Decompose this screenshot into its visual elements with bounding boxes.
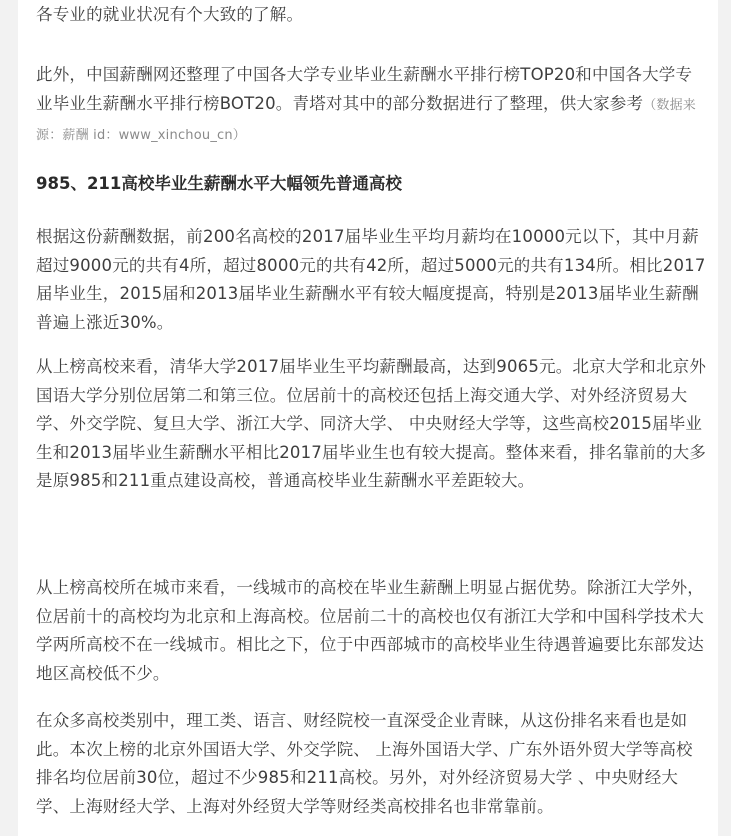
paragraph-rankings [36,61,708,151]
section-heading: 985、211高校毕业生薪酬水平大幅领先普通高校 [36,174,402,193]
paragraph-salary-data: 根据这份薪酬数据，前200名高校的2017届毕业生平均月薪均在10000元以下，其中月薪超过9000元的共有4所，超过8000元的共有42所，超过5000元的共有134所。相比2017届毕业生，2015届和2013届毕业生薪酬水平有较大幅度提高，特别是2013届毕业生薪酬普遍上涨近30%。 [36,227,706,332]
paragraph-top-universities: 从上榜高校来看，清华大学2017届毕业生平均薪酬最高，达到9065元。北京大学和北京外国语大学分别位居第二和第三位。位居前十的高校还包括上海交通大学、对外经济贸易大学、外交学院、复旦大学、浙江大学、同济大学、 中央财经大学等，这些高校2015届毕业生和2013届毕业生薪酬水平相比2017届毕业生也有较大提高。整体来看，排名靠前的大多是原985和211重点建设高校，普通高校毕业生薪酬水平差距较大。 [36,357,707,490]
paragraph-intro-end: 各专业的就业状况有个大致的了解。 [36,5,304,24]
paragraph-rankings-text: 此外，中国薪酬网还整理了中国各大学专业毕业生薪酬水平排行榜TOP20和中国各大学专业毕业生薪酬水平排行榜BOT20。青塔对其中的部分数据进行了整理，供大家参考 [36,65,693,113]
paragraph-city-advantage: 从上榜高校所在城市来看，一线城市的高校在毕业生薪酬上明显占据优势。除浙江大学外，位居前十的高校均为北京和上海高校。位居前二十的高校也仅有浙江大学和中国科学技术大学两所高校不在一线城市。相比之下，位于中西部城市的高校毕业生待遇普遍要比东部发达地区高校低不少。 [36,578,704,683]
article-body [18,0,718,836]
paragraph-university-categories: 在众多高校类别中，理工类、语言、财经院校一直深受企业青睐，从这份排名来看也是如此。本次上榜的北京外国语大学、外交学院、 上海外国语大学、广东外语外贸大学等高校排名均位居前30位，超过不少985和211高校。另外，对外经济贸易大学 、中央财经大学、上海财经大学、上海对外经贸大学等财经类高校排名也非常靠前。 [36,711,693,816]
data-source-note: （数据来源：薪酬 id：www_xinchou_cn） [36,97,697,143]
